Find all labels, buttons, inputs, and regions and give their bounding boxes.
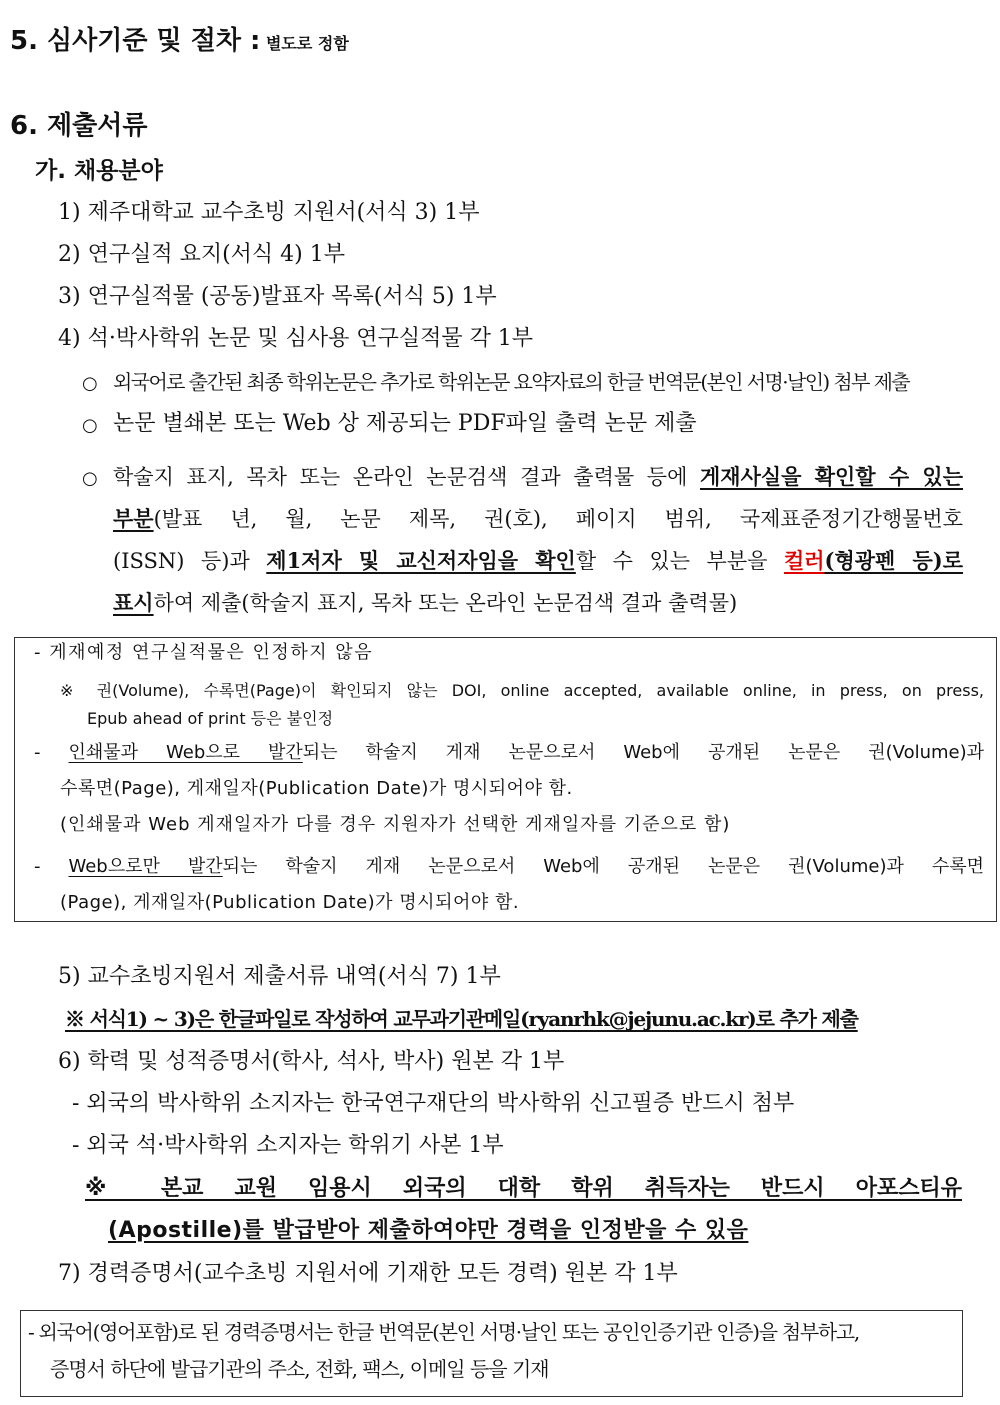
section-5-subtitle: 별도로 정함: [260, 34, 349, 53]
section-5-heading: [10, 28, 349, 54]
text: (발표 년, 월, 논문 제목, 권(호), 페이지 범위, 국제표준정기간행물번호: [153, 507, 963, 531]
emphasis-text: 표시: [113, 590, 154, 615]
text: 하여 제출(학술지 표지, 목차 또는 온라인 논문검색 결과 출력물): [153, 591, 738, 615]
box1-line-5: 수록면(Page), 게재일자(Publication Date)가 명시되어야 함.: [60, 778, 573, 799]
item-1: 1) 제주대학교 교수초빙 지원서(서식 3) 1부: [58, 200, 480, 225]
box1-line-6: (인쇄물과 Web 게재일자가 다를 경우 지원자가 선택한 게재일자를 기준으로 함): [60, 814, 731, 835]
item-5: 5) 교수초빙지원서 제출서류 내역(서식 7) 1부: [58, 964, 501, 989]
box2-line-1: - 외국어(영어포함)로 된 경력증명서는 한글 번역문(본인 서명·날인 또는 공인인증기관 인증)을 첨부하고,: [28, 1320, 859, 1344]
bullet-3-line-4: [113, 592, 737, 614]
dash: -: [34, 742, 69, 763]
underlined-text: 인쇄물과 Web으로 발간: [68, 742, 303, 763]
section-5-title: 5. 심사기준 및 절차 :: [10, 26, 261, 56]
box1-line-3: Epub ahead of print 등은 불인정: [87, 709, 334, 728]
section-6-heading: 6. 제출서류: [10, 111, 148, 141]
subsection-ga-heading: 가. 채용분야: [35, 158, 163, 184]
box1-line-7: [34, 858, 984, 876]
bullet-icon: ○: [82, 415, 98, 436]
box1-line-1: - 게재예정 연구실적물은 인정하지 않음: [34, 642, 374, 663]
box2-line-2: 증명서 하단에 발급기관의 주소, 전화, 팩스, 이메일 등을 기재: [50, 1357, 549, 1381]
text: 되는 학술지 게재 논문으로서 Web에 공개된 논문은 권(Volume)과 수록면: [222, 856, 985, 877]
emphasis-text: (형광펜 등)로: [824, 548, 963, 573]
item-7: 7) 경력증명서(교수초빙 지원서에 기재한 모든 경력) 원본 각 1부: [58, 1261, 678, 1286]
bullet-2: 논문 별쇄본 또는 Web 상 제공되는 PDF파일 출력 논문 제출: [113, 411, 697, 436]
emphasis-text: 제1저자 및 교신저자임을 확인: [266, 548, 576, 573]
bullet-3-line-3: [113, 550, 963, 572]
item-3: 3) 연구실적물 (공동)발표자 목록(서식 5) 1부: [58, 284, 497, 309]
text: 학술지 표지, 목차 또는 온라인 논문검색 결과 출력물 등에: [113, 465, 701, 489]
emphasis-text: 게재사실을 확인할 수 있는: [700, 464, 963, 489]
text: 할 수 있는 부분을: [575, 549, 784, 573]
item-4: 4) 석·박사학위 논문 및 심사용 연구실적물 각 1부: [58, 326, 534, 351]
apostille-notice-line-2: (Apostille)를 발급받아 제출하여야만 경력을 인정받을 수 있음: [108, 1218, 749, 1243]
text: 되는 학술지 게재 논문으로서 Web에 공개된 논문은 권(Volume)과: [302, 742, 985, 763]
item-6: 6) 학력 및 성적증명서(학사, 석사, 박사) 원본 각 1부: [58, 1049, 565, 1074]
item-5-note: ※ 서식1) ~ 3)은 한글파일로 작성하여 교무과기관메일(ryanrhk@jejunu.ac.kr)로 추가 제출: [65, 1007, 858, 1031]
box1-line-8: (Page), 게재일자(Publication Date)가 명시되어야 함.: [60, 892, 520, 913]
bullet-3-line-2: [113, 508, 963, 530]
color-emphasis-text: 컬러: [783, 548, 825, 573]
dash: -: [34, 856, 69, 877]
underlined-text: Web으로만 발간: [68, 856, 223, 877]
bullet-icon: ○: [82, 373, 98, 394]
item-6-detail-1: - 외국의 박사학위 소지자는 한국연구재단의 박사학위 신고필증 반드시 첨부: [72, 1091, 795, 1116]
text: (ISSN) 등)과: [113, 549, 267, 573]
bullet-1: 외국어로 출간된 최종 학위논문은 추가로 학위논문 요약자료의 한글 번역문(본인 서명·날인) 첨부 제출: [113, 370, 910, 394]
apostille-notice-line-1: ※ 본교 교원 임용시 외국의 대학 학위 취득자는 반드시 아포스티유: [85, 1176, 962, 1201]
bullet-3-line-1: [113, 466, 963, 488]
box1-line-2: ※ 권(Volume), 수록면(Page)이 확인되지 않는 DOI, online accepted, available online, in press, on press,: [60, 681, 984, 700]
item-6-detail-2: - 외국 석·박사학위 소지자는 학위기 사본 1부: [72, 1133, 504, 1158]
item-2: 2) 연구실적 요지(서식 4) 1부: [58, 242, 345, 267]
bullet-icon: ○: [82, 468, 98, 489]
emphasis-text: 부분: [113, 506, 154, 531]
box1-line-4: [34, 744, 984, 762]
